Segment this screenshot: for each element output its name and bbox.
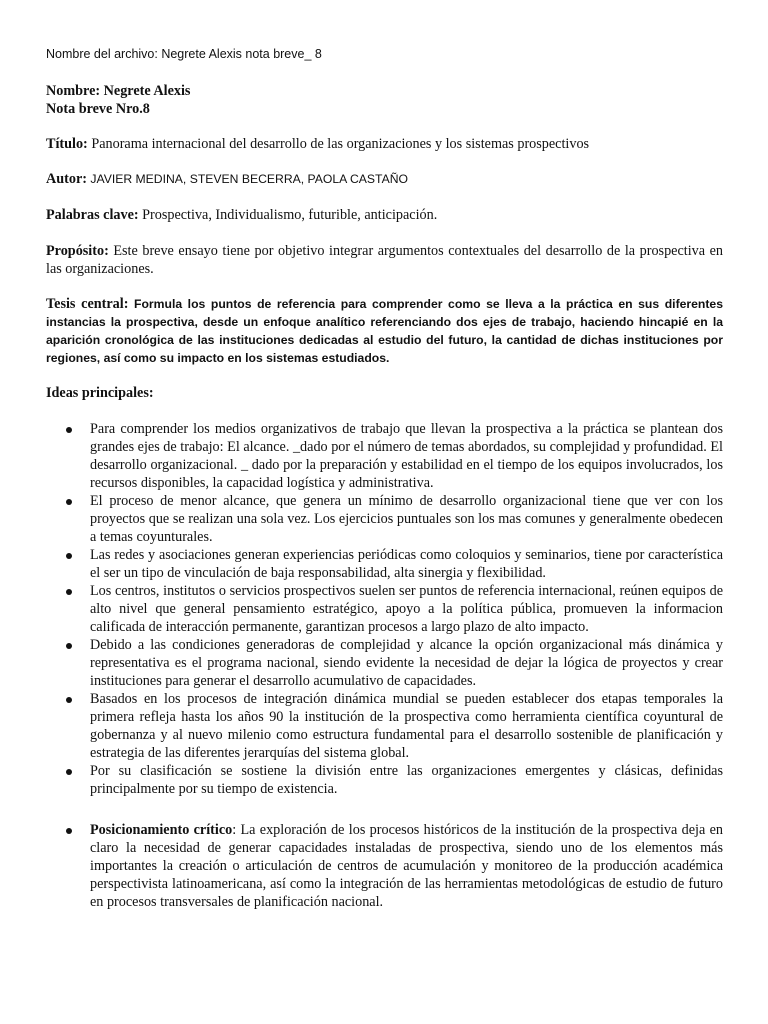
- author-header: [46, 82, 190, 118]
- title-field: [46, 135, 723, 153]
- author-field: [46, 170, 723, 188]
- bullet-icon: [66, 427, 72, 433]
- bullet-icon: [66, 643, 72, 649]
- purpose-paragraph: [46, 242, 723, 278]
- title-value: Panorama internacional del desarrollo de las organizaciones y los sistemas prospectivos: [87, 136, 590, 152]
- list-item-text: Debido a las condiciones generadoras de complejidad y alcance la opción organizacional más dinámica y representativa es el programa nacional, siendo evidente la necesidad de dejar la lógica de proyectos y crear instituciones para generar el desarrollo acumulativo de capacidades.: [90, 637, 723, 689]
- bullet-icon: [66, 589, 72, 595]
- keywords-label: Palabras clave:: [46, 207, 139, 223]
- bullet-icon: [66, 697, 72, 703]
- thesis-label: Tesis central:: [46, 296, 129, 312]
- title-label: Título:: [46, 136, 88, 152]
- critical-position-label: Posicionamiento crítico: [90, 822, 233, 838]
- student-name: Nombre: Negrete Alexis: [46, 83, 191, 99]
- purpose-label: Propósito:: [46, 243, 109, 259]
- author-value: JAVIER MEDINA, STEVEN BECERRA, PAOLA CASTAÑO: [86, 172, 408, 186]
- list-item: [46, 492, 723, 546]
- critical-position-item: [46, 821, 723, 911]
- list-item: [46, 582, 723, 636]
- list-item-text: Por su clasificación se sostiene la división entre las organizaciones emergentes y clásicas, definidas principalmente por su tiempo de existencia.: [90, 763, 723, 797]
- thesis-value: Formula los puntos de referencia para comprender como se lleva a la práctica en sus diferentes instancias la prospectiva, desde un enfoque analítico referenciando dos ejes de trabajo, haciendo hincapié en la aparición cronológica de las instituciones dedicadas al estudio del futuro, la cantidad de dichas instituciones por regiones, así como su impacto en los sistemas estudiados.: [46, 297, 723, 365]
- list-item-text: El proceso de menor alcance, que genera un mínimo de desarrollo organizacional tiene que ver con los proyectos que se realizan una sola vez. Los ejercicios puntuales son los mas comunes y generalmente obedecen a temas coyunturales.: [90, 493, 723, 545]
- bullet-icon: [66, 828, 72, 834]
- bullet-icon: [66, 499, 72, 505]
- list-item-text: Para comprender los medios organizativos de trabajo que llevan la prospectiva a la práctica se plantean dos grandes ejes de trabajo: El alcance. _dado por el número de temas abordados, su complejidad y profundidad. El desarrollo organizacional. _ dado por la preparación y estabilidad en el tiempo de los equipos involucrados, los recursos disponibles, la capacidad logística y administrativa.: [90, 421, 723, 491]
- thesis-paragraph: [46, 295, 723, 367]
- list-item: [46, 546, 723, 582]
- purpose-value: Este breve ensayo tiene por objetivo integrar argumentos contextuales del desarrollo de la prospectiva en las organizaciones.: [46, 243, 723, 277]
- keywords-value: Prospectiva, Individualismo, futurible, anticipación.: [138, 207, 438, 223]
- ideas-list: [46, 420, 723, 798]
- ideas-heading: Ideas principales:: [46, 385, 154, 401]
- author-label: Autor:: [46, 171, 87, 187]
- list-item-text: Basados en los procesos de integración dinámica mundial se pueden establecer dos etapas temporales la primera refleja hasta los años 90 la institución de la prospectiva como herramienta científica coyuntural de gobernanza y al nuevo milenio como estructura fundamental para el desarrollo sostenible de planificación y estrategia de las diferentes jerarquías del sistema global.: [90, 691, 723, 761]
- list-item: [46, 762, 723, 798]
- filename-line: Nombre del archivo: Negrete Alexis nota breve_ 8: [46, 47, 322, 61]
- list-item: [46, 420, 723, 492]
- critical-position-text: : La exploración de los procesos históricos de la institución de la prospectiva deja en claro la necesidad de generar capacidades instaladas de prospectiva, siendo uno de los elementos más importantes la creación o articulación de centros de acumulación y monitoreo de la producción académica perspectivista latinoamericana, así como la integración de las herramientas metodológicas de estudio de futuro en procesos transversales de planificación nacional.: [90, 822, 723, 910]
- note-number: Nota breve Nro.8: [46, 101, 150, 117]
- bullet-icon: [66, 553, 72, 559]
- critical-position-list: [46, 821, 723, 911]
- bullet-icon: [66, 769, 72, 775]
- list-item-text: Las redes y asociaciones generan experiencias periódicas como coloquios y seminarios, tiene por característica el ser un tipo de vinculación de baja responsabilidad, alta sinergia y flexibilidad.: [90, 547, 723, 581]
- list-item: [46, 690, 723, 762]
- keywords-field: [46, 206, 723, 224]
- list-item-text: Los centros, institutos o servicios prospectivos suelen ser puntos de referencia internacional, reúnen equipos de alto nivel que general pensamiento estratégico, apoyo a la política pública, promueven la informacion calificada de interacción permanente, garantizan procesos a largo plazo de alto impacto.: [90, 583, 723, 635]
- list-item: [46, 636, 723, 690]
